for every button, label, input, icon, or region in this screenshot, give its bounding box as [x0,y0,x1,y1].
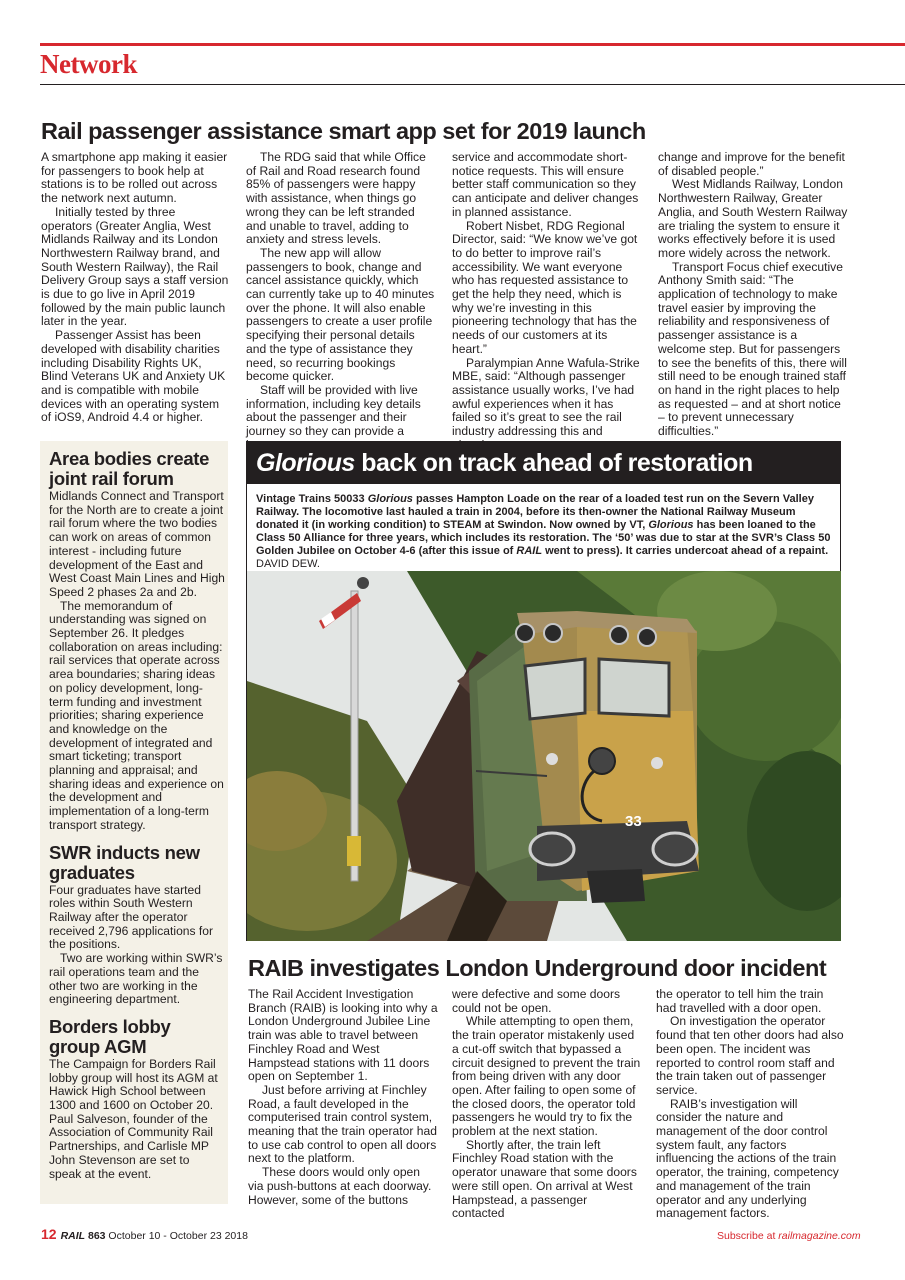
magazine-name: RAIL [60,1230,86,1242]
paragraph: Shortly after, the train left Finchley Road station with the operator unaware that some doors were still open. On arrival at West Hampstead, a passenger contacted [452,1137,637,1221]
page-footer-left [41,1226,248,1242]
paragraph: The new app will allow passengers to book, change and cancel assistance quickly, which can currently take up to 40 minutes over the phone. It will also enable passengers to create a user profile specifying their personal details and the type of assistance they need, so recurring bookings become quicker. [246,245,435,384]
paragraph: Initially tested by three operators (Greater Anglia, West Midlands Railway and its London Northwestern Railway brand, and South Western Railway), the Rail Delivery Group says a staff version is due to go live in April 2019 followed by the main public launch later in the year. [41,204,229,329]
paragraph: Passenger Assist has been developed with disability charities including Disability Rights UK, Blind Veterans UK and Anxiety UK and is compatible with mobile devices with an operating system of iOS9, Android 4.4 or higher. [41,328,226,425]
sidebar-headline: Borders lobby group AGM [49,1015,171,1057]
article1-column-2 [246,151,436,452]
paragraph: Staff will be provided with live information, including key details about the passenger and their journey so they can provide a [246,382,421,439]
page-number: 12 [41,1226,57,1242]
paragraph: These doors would only open via push-buttons at each doorway. However, some of the buttons [248,1165,432,1207]
locomotive-number: 33 [625,813,642,830]
paragraph: While attempting to open them, the train operator mistakenly used a cut-off switch that bypassed a circuit designed to prevent the train from being driven with any door open. After failing to open some of the closed doors, the operator told passengers he would try to fix the problem at the next station. [452,1014,641,1139]
sidebar-headline: SWR inducts new graduates [49,841,200,883]
issue-dates: October 10 - October 23 2018 [105,1230,248,1242]
top-red-rule [40,43,905,46]
locomotive-photo [247,571,841,941]
paragraph: Paralympian Anne Wafula-Strike MBE, said: “Although passenger assistance usually works, I’ve had awful experiences when it has failed so it’s great to see the rail industry addressing this and [452,355,640,439]
article1-column-4 [658,151,848,439]
article1-column-1 [41,151,229,425]
issue-number: 863 [85,1230,106,1242]
article1-column-3 [452,151,642,452]
article2-column-3 [656,988,846,1221]
paragraph: were defective and some doors could not be open. [452,987,621,1015]
article2-column-2 [452,988,642,1221]
paragraph: Transport Focus chief executive Anthony Smith said: “The application of technology to make travel easier by improving the reliability and responsiveness of passenger assistance is a welcome step. But for passengers to see the benefits of this, there will still need to be enough trained staff on hand in the right places to help as requested – and at short notice – to prevent unnecessary difficulties.” [658,259,847,439]
paragraph: A smartphone app making it easier for passengers to book help at stations is to be rolled out across the network next autumn. [41,150,228,206]
paragraph: Just before arriving at Finchley Road, a fault developed in the computerised train control system, meaning that the train operator had to use cab control to open all doors next to the platform. [248,1082,437,1166]
paragraph: Robert Nisbet, RDG Regional Director, said: “We know we’ve got to do better to improve rail’s accessibility. We want everyone who has requested assistance to get the help they need, which is why we’re investing in this pioneering technology that has the needs of our customers at its heart.” [452,218,638,356]
paragraph: West Midlands Railway, London Northwestern Railway, Greater Anglia, and South Western Railway are trialing the system to ensure it works effectively before it is used more widely across the network. [658,177,848,260]
paragraph: The memorandum of understanding was signed on September 26. It pledges collaboration on areas including: rail services that operate across area boundaries; sharing ideas on policy development, long-term funding and investment priorities; sharing experience and knowledge on the development of integrated and smart ticketing; transport planning and appraisal; and sharing ideas and experience on the development and implementation of a long-term transport strategy. [49,598,224,832]
section-rule [40,84,905,85]
news-sidebar [40,441,228,1204]
sidebar-headline: Area bodies create joint rail forum [49,448,210,489]
section-label: Network [40,49,137,79]
paragraph: Two are working within SWR’s rail operations team and the other two are working in the engineering department. [49,951,223,1007]
paragraph: The RDG said that while Office of Rail and Road research found 85% of passengers were happy with assistance, when things go wrong they can be left stranded and unable to travel, adding to anxiety and stress levels. [246,150,426,247]
paragraph: The Rail Accident Investigation Branch (RAIB) is looking into why a London Underground Jubilee Line train was able to travel between Finchley Road and West Hampstead stations with 11 doors open on September 1. [248,987,438,1084]
paragraph: Midlands Connect and Transport for the North are to create a joint rail forum where the two bodies can work on areas of common interest - including future development of the East and West Coast Main Lines and High Speed 2 phases 2a and 2b. [49,489,225,599]
article1-headline: Rail passenger assistance smart app set for 2019 launch [41,118,646,144]
paragraph: Four graduates have started roles within South Western Railway after the operator received 2,796 applications for the positions. [49,882,214,952]
photo-caption: Vintage Trains 50033 Glorious passes Hampton Loade on the rear of a loaded test run on the Severn Valley Railway. The locomotive last hauled a train in 2004, before its then-owner the National Railway Museum donated it (in working condition) to STEAM at Swindon. Now owned by VT, Glorious has been loaned to the Class 50 Alliance for three years, which includes its restoration. The ‘50’ was due to star at the SVR’s Class 50 Golden Jubilee on October 4-6 (after this issue of RAIL went to press). It carries undercoat ahead of a repaint. DAVID DEW. [256,493,831,571]
paragraph: service and accommodate short-notice requests. This will ensure better staff communication so they can anticipate and deliver changes in planned assistance. [452,150,639,219]
paragraph: the operator to tell him the train had travelled with a door open. [656,987,824,1015]
article2-headline: RAIB investigates London Underground door incident [248,955,827,981]
paragraph: The Campaign for Borders Rail lobby group will host its AGM at Hawick High School between 1300 and 1600 on October 20. Paul Salveson, founder of the Association of Community Rail Partnerships, and Carlisle MP John Stevenson are set to speak at the event. [49,1056,218,1181]
paragraph: On investigation the operator found that ten other doors had also been open. The incident was reported to control room staff and the train taken out of passenger service. [656,1014,844,1097]
paragraph: RAIB’s investigation will consider the nature and management of the door control system fault, any factors influencing the actions of the train operator, the training, competency and management of the train operator and any underlying management factors. [656,1096,839,1221]
photo-feature-headline: Glorious back on track ahead of restoration [247,442,840,484]
paragraph: change and improve for the benefit of disabled people.” [658,150,845,178]
article2-column-1 [248,988,438,1207]
subscribe-link[interactable]: Subscribe at railmagazine.com [717,1230,861,1242]
